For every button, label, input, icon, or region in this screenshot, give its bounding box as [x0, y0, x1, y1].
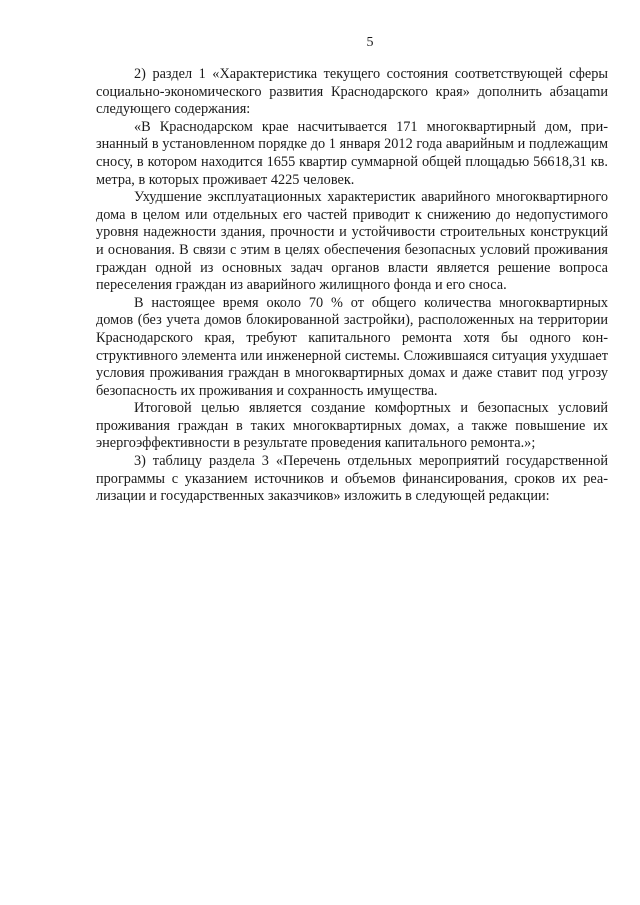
document-body: [96, 66, 608, 506]
paragraph-emergency-houses-count: «В Краснодарском крае насчитывается 171 многоквартирный дом, признанный в установленном порядке до 1 января 2012 года аварийным и подлежащим сносу, в котором находится 1655 квартир суммарной общей площадью 56618,31 кв. метра, в которых проживает 4225 человек.: [96, 118, 608, 188]
paragraph-deterioration: Ухудшение эксплуатационных характеристик аварийного многоквартирного дома в целом или отдельных его частей приводит к снижению до недопустимого уровня надежности здания, прочности и устойчивости строительных конструкций и основания. В связи с этим в целях обеспечения безопасных условий проживания граждан одной из основных задач органов власти является решение вопроса переселения граждан из аварийного жилищного фонда и его сноса.: [96, 189, 608, 294]
paragraph-section-3-table-amendment: 3) таблицу раздела 3 «Перечень отдельных мероприятий государственной программы с указанием источников и объемов финансирования, сроков их реализации и государственных заказчиков» изложить в следующей редакции:: [96, 453, 608, 505]
paragraph-capital-repair-need: В настоящее время около 70 % от общего количества многоквартирных домов (без учета домов блокированной застройки), расположенных на территории Краснодарского края, требуют капитального ремонта хотя бы одного конструктивного элемента или инженерной системы. Сложившаяся ситуация ухудшает условия проживания граждан в многоквартирных домах и даже ставит под угрозу безопасность их проживания и сохранность имущества.: [96, 294, 608, 399]
paragraph-final-goal: Итоговой целью является создание комфортных и безопасных условий проживания граждан в таких многоквартирных домах, а также повышение их энергоэффективности в результате проведения капитального ремонта.»;: [96, 400, 608, 452]
paragraph-section-1-amendment: 2) раздел 1 «Характеристика текущего состояния соответствующей сферы социально-экономического развития Краснодарского края» дополнить абзацаmи следующего содержания:: [96, 66, 608, 118]
page-number: 5: [366, 35, 374, 50]
